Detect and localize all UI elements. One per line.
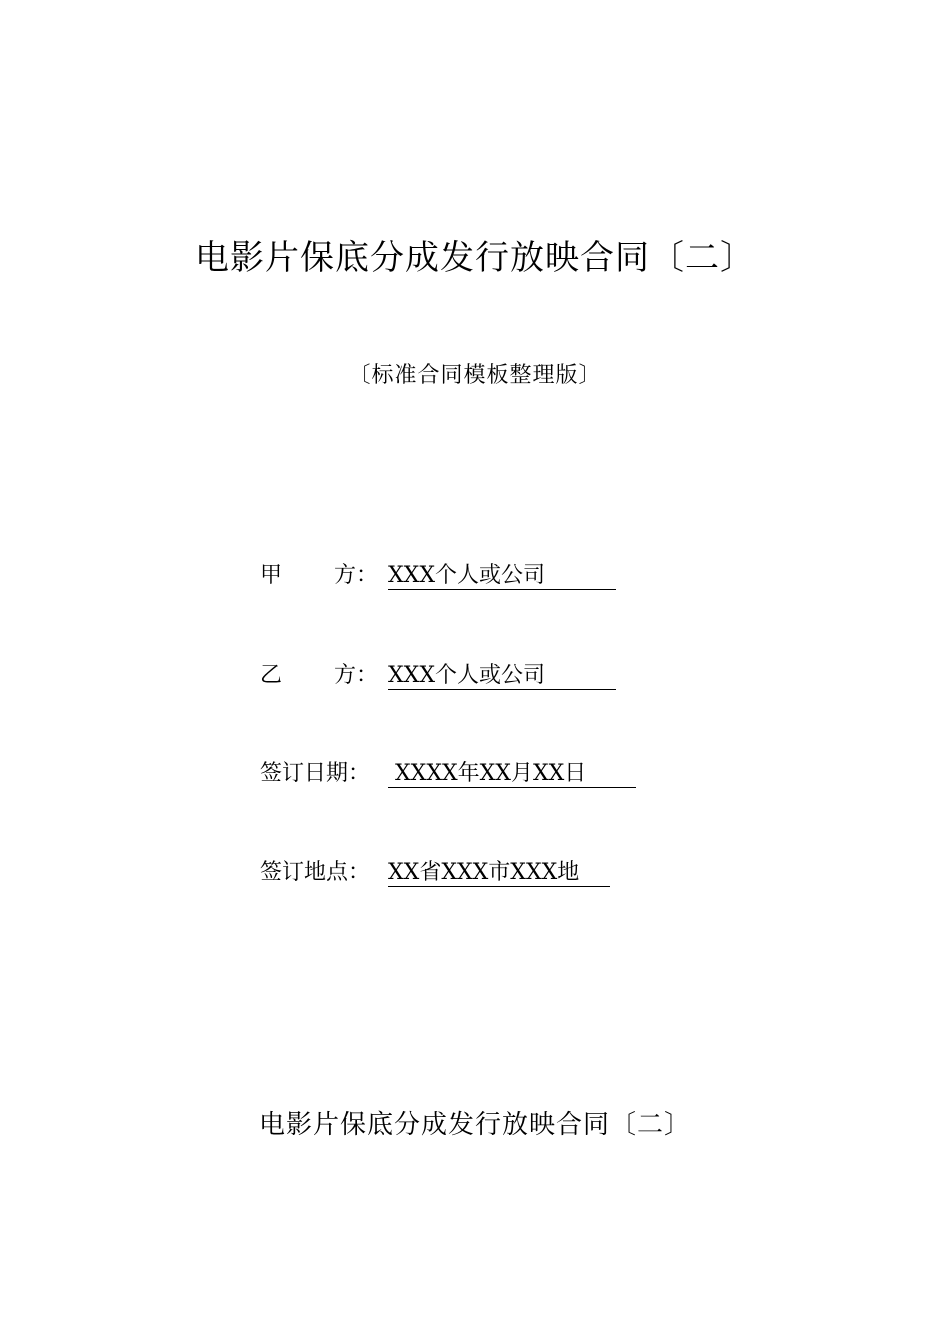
party-b-value: XXX个人或公司 [388, 663, 616, 690]
party-b-field [260, 660, 616, 692]
party-a-value: XXX个人或公司 [388, 563, 616, 590]
party-a-label-suffix: 方： [333, 563, 378, 588]
signing-place-value: XX省XXX市XXX地 [388, 860, 610, 887]
party-a-label [260, 560, 378, 592]
signing-place-field [260, 857, 610, 889]
document-title: 电影片保底分成发行放映合同〔二〕 [195, 238, 755, 278]
signing-date-value: XXXX年XX月XX日 [388, 761, 636, 788]
body-title: 电影片保底分成发行放映合同〔二〕 [258, 1110, 691, 1140]
party-b-label-suffix: 方： [333, 663, 378, 688]
signing-place-label: 签订地点： [260, 860, 371, 885]
signing-date-label: 签订日期： [260, 761, 371, 786]
party-a-field [260, 560, 616, 592]
party-b-label [260, 660, 378, 692]
signing-date-field [260, 758, 636, 790]
document-subtitle: 〔标准合同模板整理版〕 [348, 363, 602, 388]
party-a-label-char: 甲 [260, 563, 283, 588]
party-b-label-char: 乙 [260, 663, 283, 688]
